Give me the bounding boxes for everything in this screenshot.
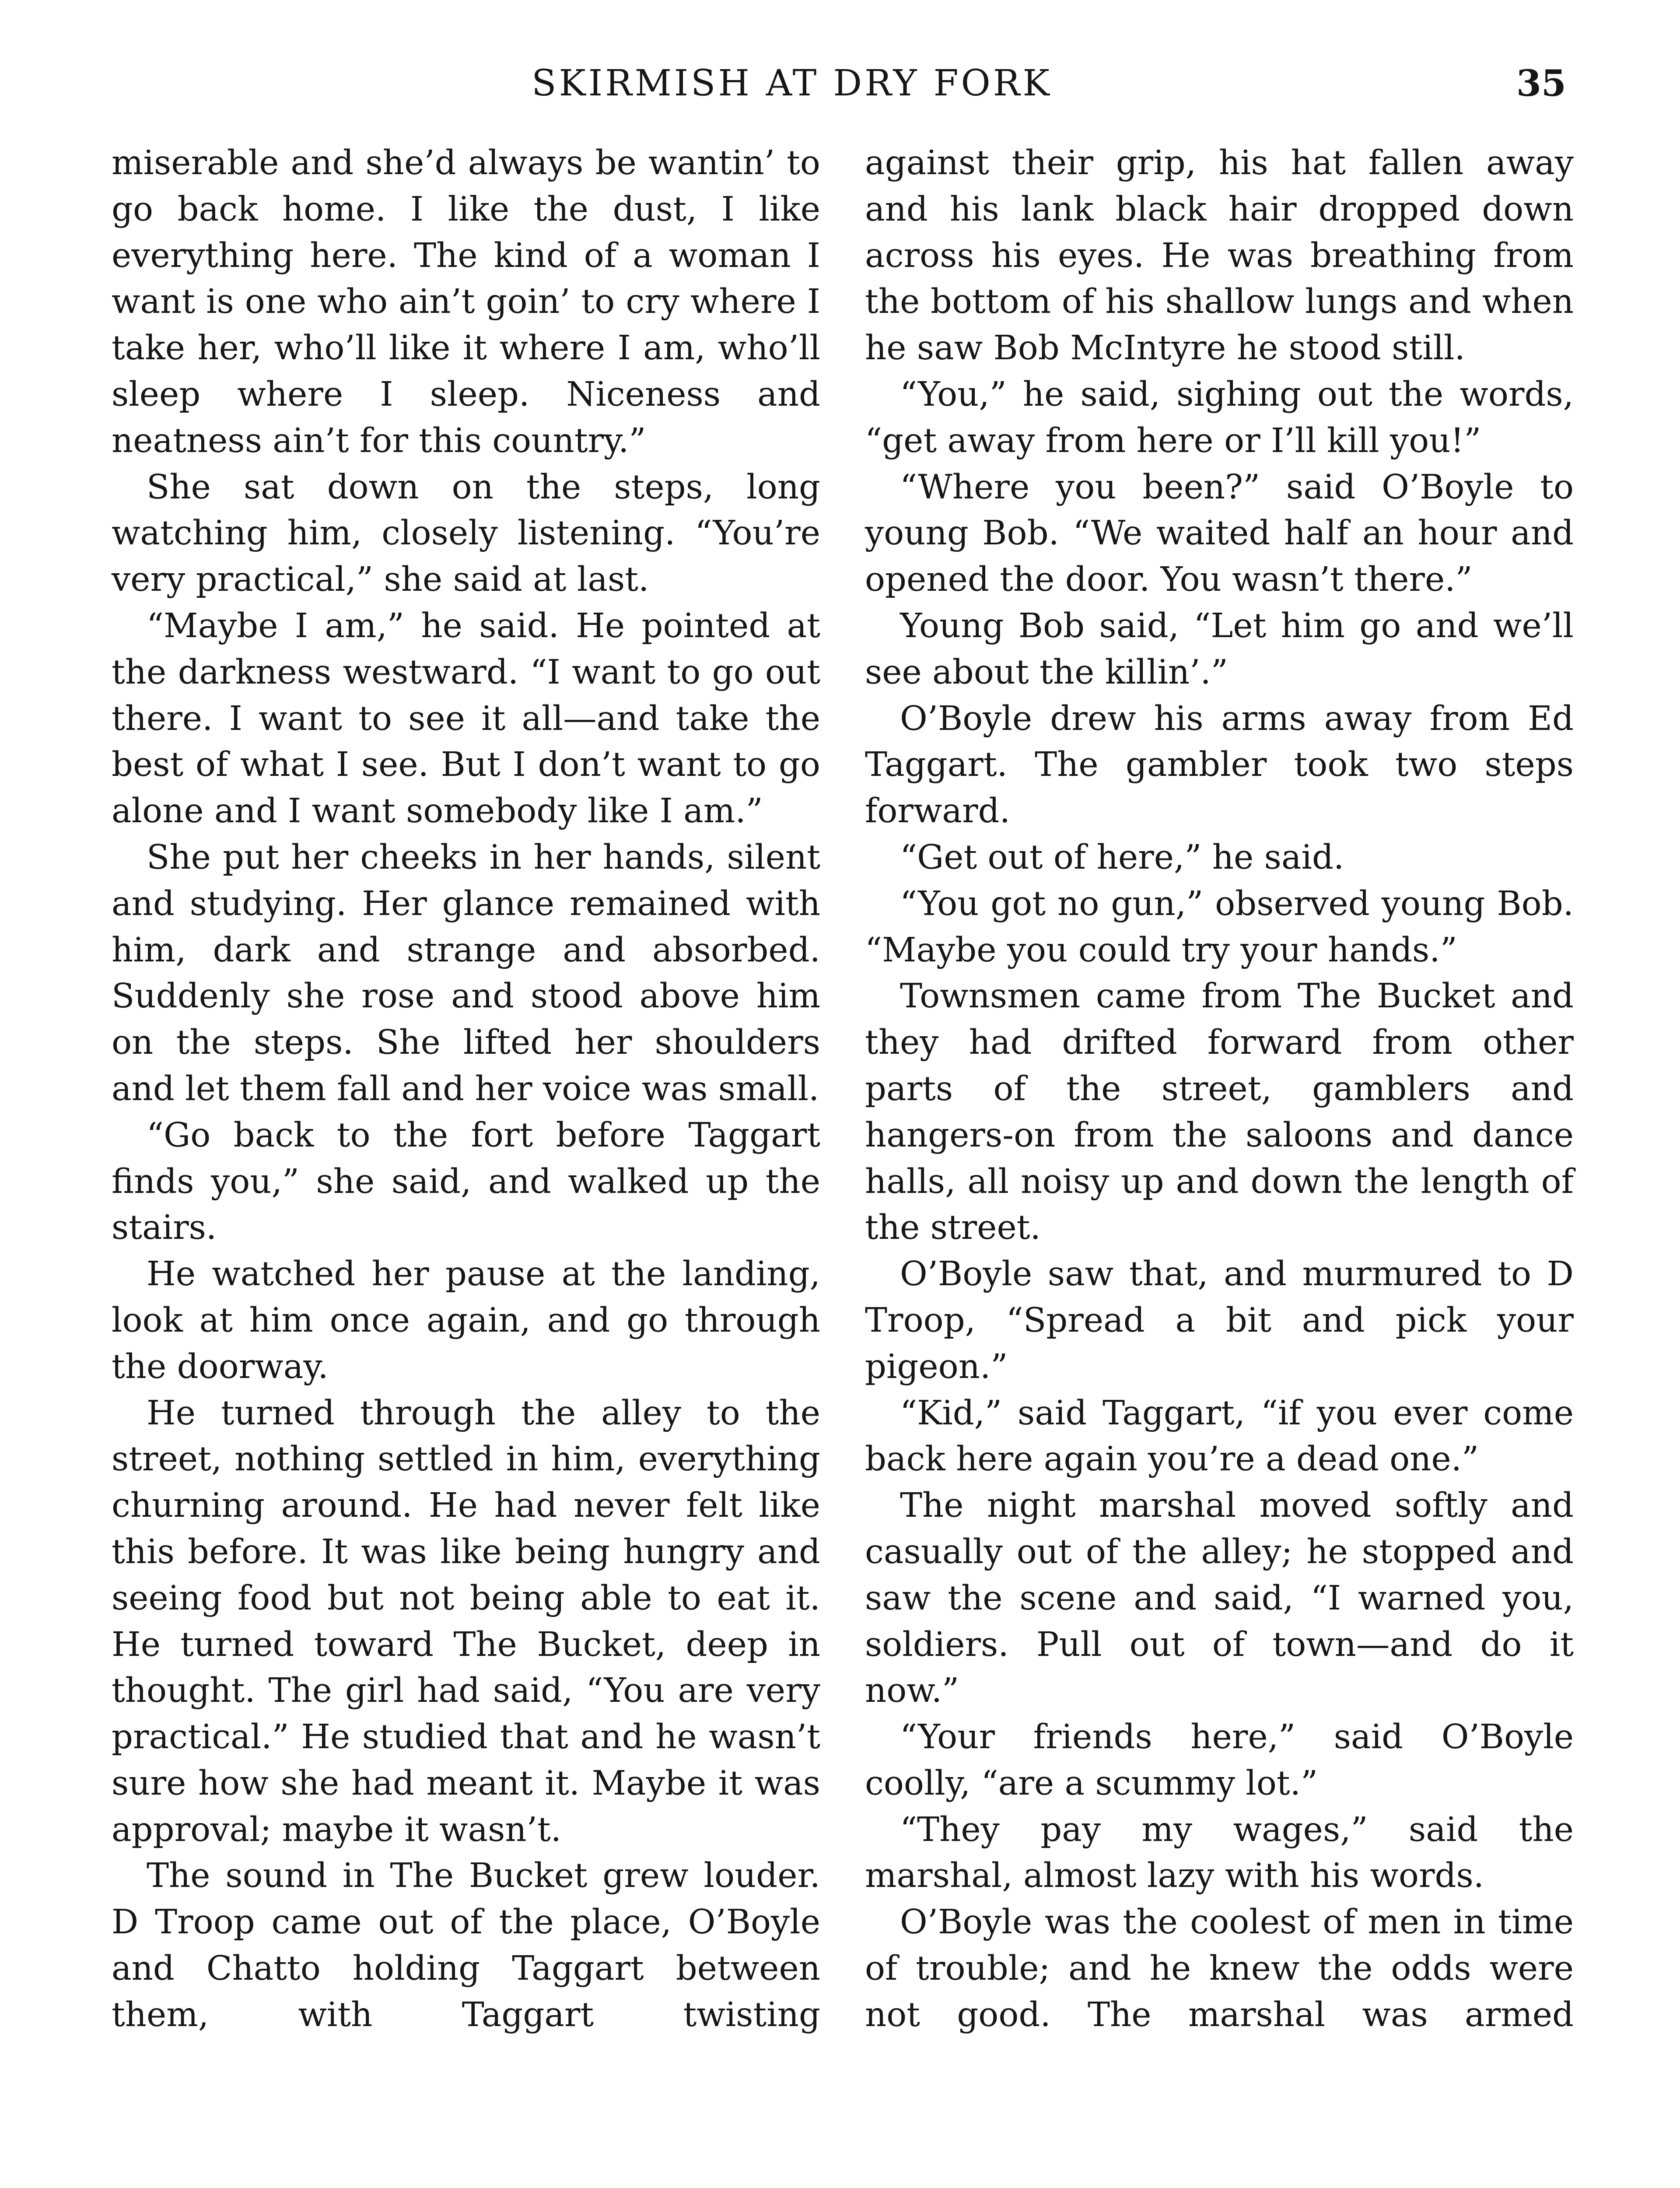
paragraph: O’Boyle drew his arms away from Ed Taggart. The gambler took two steps forward. xyxy=(865,699,1574,831)
paragraph: The night marshal moved softly and casually out of the alley; he stopped and saw the scene and said, “I warned you, soldiers. Pull out of town—and do it now.” xyxy=(865,1486,1574,1711)
paragraph: against their grip, his hat fallen away and his lank black hair dropped down across his eyes. He was breathing from the bottom of his shallow lungs and when he saw Bob McIntyre he stood still. xyxy=(865,144,1574,368)
paragraph: O’Boyle saw that, and murmured to D Troop, “Spread a bit and pick your pigeon.” xyxy=(865,1255,1574,1386)
running-title: SKIRMISH AT DRY FORK xyxy=(532,63,1052,104)
right-column xyxy=(865,140,1574,2188)
paragraph: The sound in The Bucket grew louder. D Troop came out of the place, O’Boyle and Chatto holding Taggart between them, with Taggart twisting xyxy=(112,1856,820,2034)
paragraph: miserable and she’d always be wantin’ to go back home. I like the dust, I like everything here. The kind of a woman I want is one who ain’t goin’ to cry where I take her, who’ll like it where I am, who’ll sleep where I sleep. Niceness and neatness ain’t for this country.” xyxy=(112,144,820,460)
paragraph: Townsmen came from The Bucket and they had drifted forward from other parts of the street, gamblers and hangers-on from the saloons and dance halls, all noisy up and down the length of the street. xyxy=(865,977,1574,1248)
paragraph: He turned through the alley to the street, nothing settled in him, everything churning around. He had never felt like this before. It was like being hungry and seeing food but not being able to eat it. He turned toward The Bucket, deep in thought. The girl had said, “You are very practical.” He studied that and he wasn’t sure how she had meant it. Maybe it was approval; maybe it wasn’t. xyxy=(112,1393,820,1849)
paragraph: “Get out of here,” he said. xyxy=(900,838,1344,877)
paragraph: She put her cheeks in her hands, silent and studying. Her glance remained with him, dark and strange and absorbed. Suddenly she rose and stood above him on the steps. She lifted her shoulders and let them fall and her voice was small. xyxy=(112,838,820,1108)
page-number: 35 xyxy=(1516,63,1566,105)
page-header xyxy=(0,0,1680,158)
paragraph: She sat down on the steps, long watching him, closely listening. “You’re very practical,” she said at last. xyxy=(112,467,820,600)
paragraph: “You got no gun,” observed young Bob. “Maybe you could try your hands.” xyxy=(865,884,1574,970)
paragraph: O’Boyle was the coolest of men in time of trouble; and he knew the odds were not good. The marshal was armed xyxy=(865,1903,1574,2034)
left-column xyxy=(112,140,820,2188)
paragraph: “Your friends here,” said O’Boyle coolly, “are a scummy lot.” xyxy=(865,1718,1574,1803)
paragraph: “They pay my wages,” said the marshal, almost lazy with his words. xyxy=(865,1810,1574,1896)
paragraph: “Maybe I am,” he said. He pointed at the darkness westward. “I want to go out there. I want to see it all—and take the best of what I see. But I don’t want to go alone and I want somebody like I am.” xyxy=(112,606,820,831)
paragraph: Young Bob said, “Let him go and we’ll see about the killin’.” xyxy=(865,606,1574,692)
paragraph: “Kid,” said Taggart, “if you ever come back here again you’re a dead one.” xyxy=(865,1393,1574,1479)
paragraph: He watched her pause at the landing, look at him once again, and go through the doorway. xyxy=(112,1255,820,1386)
paragraph: “Go back to the fort before Taggart finds you,” she said, and walked up the stairs. xyxy=(112,1115,820,1248)
paragraph: “Where you been?” said O’Boyle to young Bob. “We waited half an hour and opened the door. You wasn’t there.” xyxy=(865,467,1574,600)
paragraph: “You,” he said, sighing out the words, “get away from here or I’ll kill you!” xyxy=(865,375,1574,460)
